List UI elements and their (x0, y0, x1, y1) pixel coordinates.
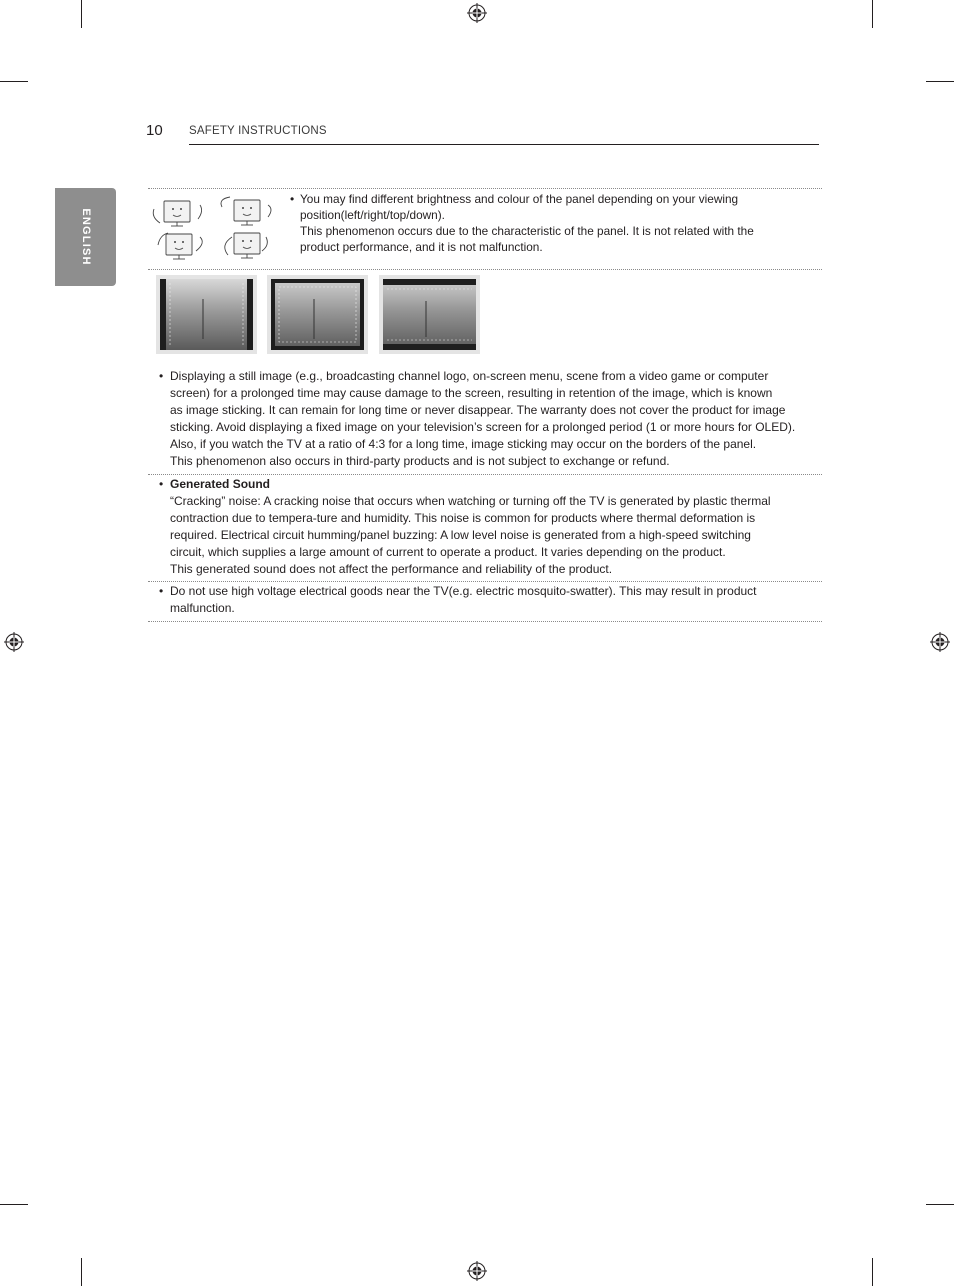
bullet-icon: • (290, 192, 295, 206)
text-line: This phenomenon occurs due to the characteristic of the panel. It is not related with the (300, 224, 754, 238)
text-line: Do not use high voltage electrical goods near the TV(e.g. electric mosquito-swatter). This may result in product (170, 584, 757, 598)
text-line: required. Electrical circuit humming/panel buzzing: A low level noise is generated from a high-speed switching (170, 528, 751, 542)
viewing-angle-text (300, 191, 820, 255)
crop-mark (926, 1204, 954, 1205)
text-line: as image sticking. It can remain for long time or never disappear. The warranty does not cover the product for image (170, 403, 786, 417)
text-line: contraction due to tempera-ture and humidity. This noise is common for products where thermal deformation is (170, 511, 756, 525)
text-line: position(left/right/top/down). (300, 208, 445, 222)
crop-mark (926, 81, 954, 82)
registration-mark-icon (467, 1261, 487, 1281)
text-line: product performance, and it is not malfunction. (300, 240, 543, 254)
text-line: You may find different brightness and colour of the panel depending on your viewing (300, 192, 739, 206)
crop-mark (81, 1258, 82, 1286)
divider (148, 581, 822, 582)
section-title: SAFETY INSTRUCTIONS (189, 125, 327, 137)
divider (148, 269, 822, 270)
crop-mark (872, 1258, 873, 1286)
bullet-icon: • (159, 584, 164, 598)
text-line: This phenomenon also occurs in third-party products and is not subject to exchange or refund. (170, 454, 670, 468)
bullet-icon: • (159, 477, 164, 491)
crop-mark (0, 1204, 28, 1205)
text-line: malfunction. (170, 601, 235, 615)
crop-mark (0, 81, 28, 82)
registration-mark-icon (467, 3, 487, 23)
header-rule (189, 144, 819, 145)
divider (148, 621, 822, 622)
generated-sound-text (170, 476, 822, 578)
text-line: This generated sound does not affect the performance and reliability of the product. (170, 562, 613, 576)
language-tab-label: ENGLISH (79, 208, 92, 266)
language-tab (55, 188, 116, 286)
crop-mark (872, 0, 873, 28)
divider (148, 474, 822, 475)
registration-mark-icon (4, 632, 24, 652)
generated-sound-heading: Generated Sound (170, 477, 271, 491)
crop-mark (81, 0, 82, 28)
text-line: sticking. Avoid displaying a fixed image on your television’s screen for a prolonged period (1 or more hours for OLED). (170, 420, 796, 434)
image-sticking-text (170, 368, 822, 470)
text-line: Also, if you watch the TV at a ratio of 4:3 for a long time, image sticking may occur on the borders of the panel. (170, 437, 757, 451)
text-line: screen) for a prolonged time may cause damage to the screen, resulting in retention of the image, which is known (170, 386, 773, 400)
text-line: “Cracking” noise: A cracking noise that occurs when watching or turning off the TV is generated by plastic thermal (170, 494, 771, 508)
divider (148, 188, 822, 189)
registration-mark-icon (930, 632, 950, 652)
high-voltage-text (170, 583, 822, 617)
bullet-icon: • (159, 369, 164, 383)
tv-viewing-angle-icon (150, 193, 280, 261)
page-number: 10 (146, 122, 163, 139)
image-sticking-example-icon (267, 275, 368, 354)
image-sticking-example-icon (379, 275, 480, 354)
image-sticking-example-icon (156, 275, 257, 354)
text-line: Displaying a still image (e.g., broadcasting channel logo, on-screen menu, scene from a video game or computer (170, 369, 769, 383)
text-line: circuit, which supplies a large amount of current to operate a product. It varies depending on the product. (170, 545, 726, 559)
